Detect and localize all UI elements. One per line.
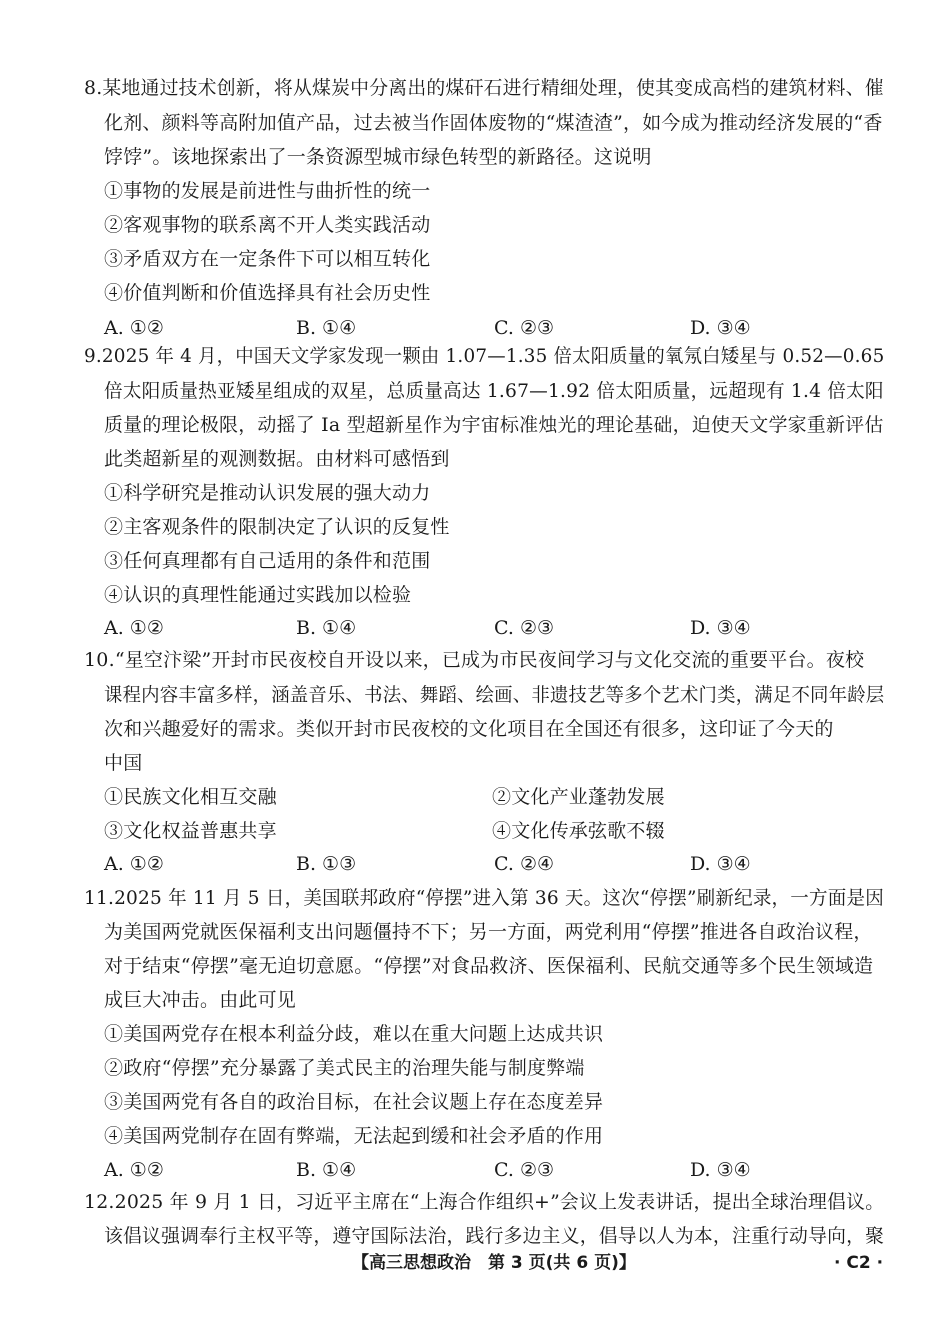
- q9-stem-line: 9.2025 年 4 月，中国天文学家发现一颗由 1.07—1.35 倍太阳质量的氧氖白矮星与 0.52—0.65: [84, 345, 885, 367]
- q8-option-1: ①事物的发展是前进性与曲折性的统一: [104, 180, 431, 202]
- q9-option-1: ①科学研究是推动认识发展的强大动力: [104, 482, 431, 504]
- q9-choice-c: C. ②③: [494, 617, 555, 639]
- q11-choice-d: D. ③④: [690, 1159, 751, 1181]
- q10-stem-line: 课程内容丰富多样，涵盖音乐、书法、舞蹈、绘画、非遗技艺等多个艺术门类，满足不同年龄层: [104, 684, 885, 706]
- q11-option-3: ③美国两党有各自的政治目标，在社会议题上存在态度差异: [104, 1091, 604, 1113]
- q8-stem-line: 饽饽”。该地探索出了一条资源型城市绿色转型的新路径。这说明: [104, 146, 652, 168]
- q8-option-3: ③矛盾双方在一定条件下可以相互转化: [104, 248, 431, 270]
- q11-choice-c: C. ②③: [494, 1159, 555, 1181]
- q11-stem-line: 成巨大冲击。由此可见: [104, 989, 297, 1011]
- q10-choice-b: B. ①③: [296, 853, 357, 875]
- page-footer: [0, 1250, 950, 1276]
- q10-stem-line: 10.“星空汴梁”开封市民夜校自开设以来，已成为市民夜间学习与文化交流的重要平台。夜校: [84, 649, 865, 671]
- q9-stem-line: 倍太阳质量热亚矮星组成的双星，总质量高达 1.67—1.92 倍太阳质量，远超现有 1.4 倍太阳: [104, 380, 884, 402]
- q9-choice-a: A. ①②: [104, 617, 164, 639]
- q11-choice-b: B. ①④: [296, 1159, 357, 1181]
- q9-option-3: ③任何真理都有自己适用的条件和范围: [104, 550, 431, 572]
- q9-stem-line: 此类超新星的观测数据。由材料可感悟到: [104, 448, 450, 470]
- q8-choice-d: D. ③④: [690, 317, 751, 339]
- q10-stem-line: 中国: [104, 752, 143, 774]
- q8-choice-a: A. ①②: [104, 317, 164, 339]
- q9-stem-line: 质量的理论极限，动摇了 Ia 型超新星作为宇宙标准烛光的理论基础，迫使天文学家重新评估: [104, 414, 884, 436]
- q9-option-4: ④认识的真理性能通过实践加以检验: [104, 584, 412, 606]
- q10-stem-line: 次和兴趣爱好的需求。类似开封市民夜校的文化项目在全国还有很多，这印证了今天的: [104, 718, 834, 740]
- q11-option-1: ①美国两党存在根本利益分歧，难以在重大问题上达成共识: [104, 1023, 604, 1045]
- q12-stem-line: 12.2025 年 9 月 1 日，习近平主席在“上海合作组织+”会议上发表讲话，提出全球治理倡议。: [84, 1191, 885, 1213]
- q8-option-4: ④价值判断和价值选择具有社会历史性: [104, 282, 431, 304]
- q10-choice-a: A. ①②: [104, 853, 164, 875]
- q8-stem-line: 8.某地通过技术创新，将从煤炭中分离出的煤矸石进行精细处理，使其变成高档的建筑材料、催: [84, 77, 884, 99]
- footer-paper-code: · C2 ·: [834, 1253, 884, 1273]
- q11-stem-line: 对于结束“停摆”毫无迫切意愿。“停摆”对食品救济、医保福利、民航交通等多个民生领域造: [104, 955, 874, 977]
- q10-option-4: ④文化传承弦歌不辍: [492, 820, 665, 842]
- q10-option-1: ①民族文化相互交融: [104, 786, 277, 808]
- q9-choice-b: B. ①④: [296, 617, 357, 639]
- q10-choice-d: D. ③④: [690, 853, 751, 875]
- q11-option-4: ④美国两党制存在固有弊端，无法起到缓和社会矛盾的作用: [104, 1125, 604, 1147]
- q11-stem-line: 11.2025 年 11 月 5 日，美国联邦政府“停摆”进入第 36 天。这次“停摆”刷新纪录，一方面是因: [84, 887, 884, 909]
- q10-choice-c: C. ②④: [494, 853, 555, 875]
- footer-page-info: 【高三思想政治 第 3 页(共 6 页)】: [352, 1253, 636, 1273]
- q11-choice-a: A. ①②: [104, 1159, 164, 1181]
- q10-option-2: ②文化产业蓬勃发展: [492, 786, 665, 808]
- q8-choice-b: B. ①④: [296, 317, 357, 339]
- q8-option-2: ②客观事物的联系离不开人类实践活动: [104, 214, 431, 236]
- q8-stem-line: 化剂、颜料等高附加值产品，过去被当作固体废物的“煤渣渣”，如今成为推动经济发展的“香: [104, 112, 883, 134]
- q11-stem-line: 为美国两党就医保福利支出问题僵持不下；另一方面，两党利用“停摆”推进各自政治议程，: [104, 921, 873, 943]
- q12-stem-line: 该倡议强调奉行主权平等，遵守国际法治，践行多边主义，倡导以人为本，注重行动导向，聚: [104, 1225, 885, 1247]
- q10-option-3: ③文化权益普惠共享: [104, 820, 277, 842]
- q9-option-2: ②主客观条件的限制决定了认识的反复性: [104, 516, 450, 538]
- q11-option-2: ②政府“停摆”充分暴露了美式民主的治理失能与制度弊端: [104, 1057, 585, 1079]
- q8-choice-c: C. ②③: [494, 317, 555, 339]
- q9-choice-d: D. ③④: [690, 617, 751, 639]
